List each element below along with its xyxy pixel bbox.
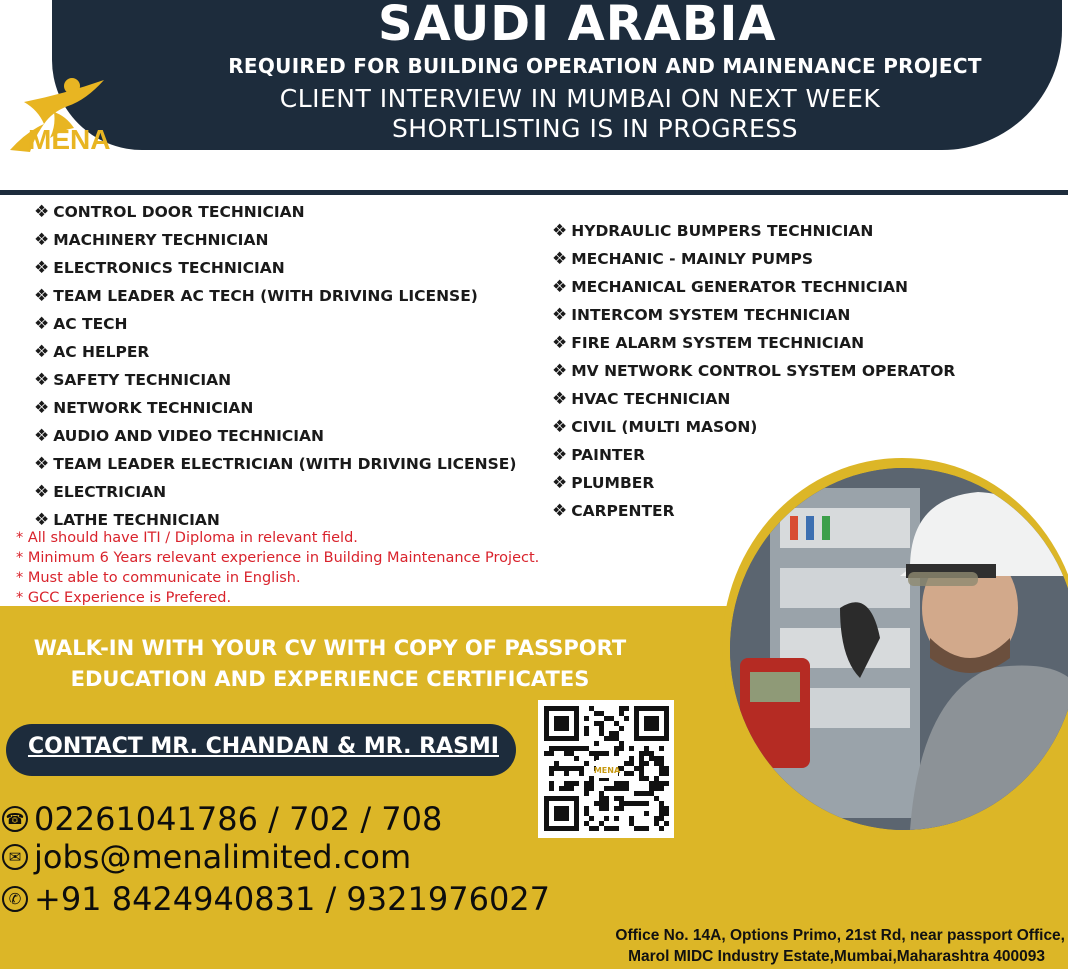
job-item <box>552 329 955 357</box>
job-title: FIRE ALARM SYSTEM TECHNICIAN <box>571 334 865 352</box>
job-item <box>552 385 955 413</box>
job-title: MACHINERY TECHNICIAN <box>53 231 269 249</box>
job-item <box>34 478 516 506</box>
header-divider <box>0 190 1068 195</box>
job-title: PAINTER <box>571 446 646 464</box>
job-title: HVAC TECHNICIAN <box>571 390 731 408</box>
job-title: TEAM LEADER ELECTRICIAN (WITH DRIVING LICENSE) <box>53 455 517 473</box>
office-address-line-1: Office No. 14A, Options Primo, 21st Rd, near passport Office, <box>615 927 1065 944</box>
qr-code[interactable] <box>538 700 674 838</box>
requirement-item: * Minimum 6 Years relevant experience in Building Maintenance Project. <box>16 550 540 566</box>
diamond-bullet-icon: ❖ <box>552 389 568 409</box>
diamond-bullet-icon: ❖ <box>552 333 568 353</box>
job-title: AUDIO AND VIDEO TECHNICIAN <box>53 427 324 445</box>
job-title: SAFETY TECHNICIAN <box>53 371 232 389</box>
job-title: ELECTRICIAN <box>53 483 167 501</box>
diamond-bullet-icon: ❖ <box>34 454 50 474</box>
requirements-list <box>16 528 539 608</box>
job-title: AC TECH <box>53 315 128 333</box>
job-item <box>34 198 516 226</box>
header-interview-line: CLIENT INTERVIEW IN MUMBAI ON NEXT WEEK <box>279 84 881 113</box>
job-item <box>552 217 955 245</box>
diamond-bullet-icon: ❖ <box>552 445 568 465</box>
email-icon: ✉ <box>2 844 28 870</box>
diamond-bullet-icon: ❖ <box>34 286 50 306</box>
requirement-item: * All should have ITI / Diploma in relevant field. <box>16 530 358 546</box>
diamond-bullet-icon: ❖ <box>34 482 50 502</box>
job-item <box>34 394 516 422</box>
job-title: MECHANICAL GENERATOR TECHNICIAN <box>571 278 909 296</box>
job-item <box>34 226 516 254</box>
job-item <box>34 282 516 310</box>
job-item <box>552 301 955 329</box>
diamond-bullet-icon: ❖ <box>34 370 50 390</box>
job-title: LATHE TECHNICIAN <box>53 511 220 529</box>
job-item <box>34 254 516 282</box>
page-title: SAUDI ARABIA <box>378 0 777 52</box>
diamond-bullet-icon: ❖ <box>552 417 568 437</box>
job-title: MV NETWORK CONTROL SYSTEM OPERATOR <box>571 362 956 380</box>
requirement-item: * GCC Experience is Prefered. <box>16 590 232 606</box>
phone-number[interactable]: 02261041786 / 702 / 708 <box>34 800 443 838</box>
job-title: INTERCOM SYSTEM TECHNICIAN <box>571 306 851 324</box>
job-item <box>552 357 955 385</box>
job-title: CARPENTER <box>571 502 675 520</box>
job-item <box>34 366 516 394</box>
qr-code-icon <box>538 700 674 838</box>
whatsapp-icon: ✆ <box>2 886 28 912</box>
diamond-bullet-icon: ❖ <box>34 398 50 418</box>
diamond-bullet-icon: ❖ <box>34 342 50 362</box>
job-title: NETWORK TECHNICIAN <box>53 399 254 417</box>
job-title: AC HELPER <box>53 343 150 361</box>
walkin-line-2: EDUCATION AND EXPERIENCE CERTIFICATES <box>70 667 590 691</box>
diamond-bullet-icon: ❖ <box>552 501 568 521</box>
diamond-bullet-icon: ❖ <box>552 277 568 297</box>
job-title: CIVIL (MULTI MASON) <box>571 418 758 436</box>
whatsapp-number[interactable]: +91 8424940831 / 9321976027 <box>34 880 551 918</box>
job-item <box>34 422 516 450</box>
diamond-bullet-icon: ❖ <box>552 361 568 381</box>
job-title: CONTROL DOOR TECHNICIAN <box>53 203 305 221</box>
technician-photo <box>730 468 1068 830</box>
job-item <box>34 338 516 366</box>
job-item <box>34 310 516 338</box>
job-item <box>552 273 955 301</box>
contact-persons: CONTACT MR. CHANDAN & MR. RASMI <box>27 734 499 759</box>
diamond-bullet-icon: ❖ <box>552 221 568 241</box>
diamond-bullet-icon: ❖ <box>34 230 50 250</box>
header-subtitle: REQUIRED FOR BUILDING OPERATION AND MAINENANCE PROJECT <box>228 54 982 78</box>
technician-illustration <box>730 468 1068 830</box>
walkin-line-1: WALK-IN WITH YOUR CV WITH COPY OF PASSPORT <box>33 636 627 660</box>
job-item <box>552 245 955 273</box>
diamond-bullet-icon: ❖ <box>34 510 50 530</box>
phone-row[interactable] <box>2 800 442 838</box>
diamond-bullet-icon: ❖ <box>34 426 50 446</box>
job-title: ELECTRONICS TECHNICIAN <box>53 259 285 277</box>
office-address-line-2: Marol MIDC Industry Estate,Mumbai,Maharashtra 400093 <box>628 948 1045 965</box>
diamond-bullet-icon: ❖ <box>34 314 50 334</box>
phone-icon: ☎ <box>2 806 28 832</box>
diamond-bullet-icon: ❖ <box>34 202 50 222</box>
diamond-bullet-icon: ❖ <box>34 258 50 278</box>
job-title: TEAM LEADER AC TECH (WITH DRIVING LICENSE) <box>53 287 478 305</box>
email-address[interactable]: jobs@menalimited.com <box>34 838 412 876</box>
email-row[interactable] <box>2 838 411 876</box>
whatsapp-row[interactable] <box>2 880 550 918</box>
job-title: HYDRAULIC BUMPERS TECHNICIAN <box>571 222 874 240</box>
job-title: PLUMBER <box>571 474 655 492</box>
diamond-bullet-icon: ❖ <box>552 249 568 269</box>
diamond-bullet-icon: ❖ <box>552 473 568 493</box>
job-item <box>552 413 955 441</box>
header-shortlisting-line: SHORTLISTING IS IN PROGRESS <box>391 114 799 143</box>
diamond-bullet-icon: ❖ <box>552 305 568 325</box>
qr-logo-mark: MENA <box>593 766 621 775</box>
requirement-item: * Must able to communicate in English. <box>16 570 301 586</box>
job-list-left <box>34 198 516 534</box>
logo-wordmark: MENA <box>28 124 111 155</box>
job-item <box>34 450 516 478</box>
job-title: MECHANIC - MAINLY PUMPS <box>571 250 814 268</box>
